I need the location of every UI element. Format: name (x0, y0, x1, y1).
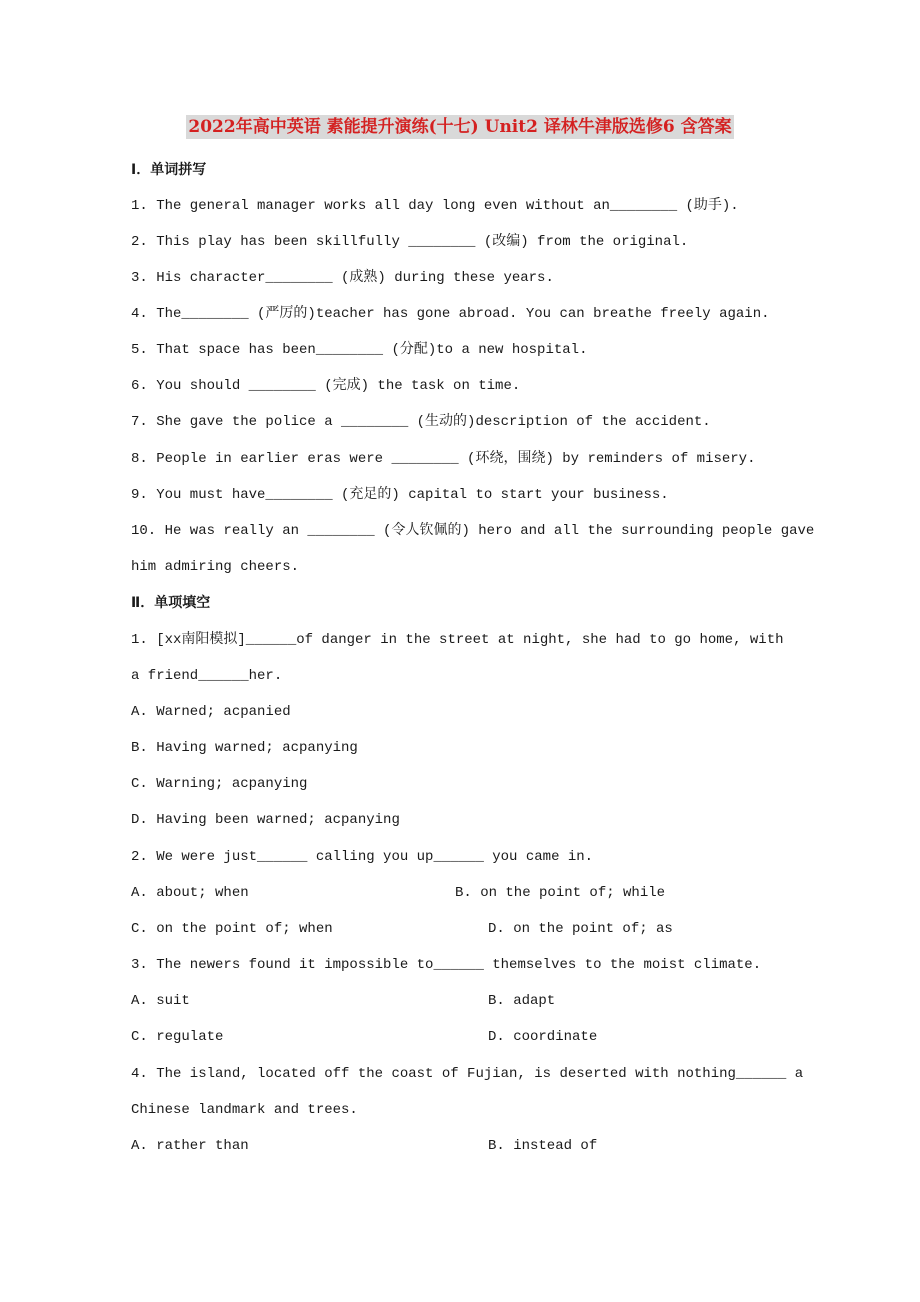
vocab-item-9: 9. You must have________ (充足的) capital to start your business. (131, 487, 669, 503)
q2-option-d: D. on the point of; as (488, 921, 673, 937)
q3-option-a: A. suit (131, 993, 190, 1009)
vocab-item-1: 1. The general manager works all day long even without an________ (助手). (131, 198, 739, 214)
vocab-item-8: 8. People in earlier eras were ________ (环绕，围绕) by reminders of misery. (131, 451, 756, 467)
q2-option-c: C. on the point of; when (131, 921, 333, 937)
question-3: 3. The newers found it impossible to______ themselves to the moist climate. (131, 957, 762, 973)
document-title: 2022年高中英语 素能提升演练(十七) Unit2 译林牛津版选修6 含答案 (188, 117, 732, 137)
vocab-item-3: 3. His character________ (成熟) during these years. (131, 270, 554, 286)
q1-option-d: D. Having been warned; acpanying (131, 812, 400, 828)
q1-option-a: A. Warned; acpanied (131, 704, 291, 720)
question-1: 1. [xx南阳模拟]______of danger in the street at night, she had to go home, with (131, 632, 784, 648)
q4-option-a: A. rather than (131, 1138, 249, 1154)
question-1-cont: a friend______her. (131, 668, 283, 684)
q4-option-b: B. instead of (488, 1138, 598, 1154)
vocab-item-6: 6. You should ________ (完成) the task on time. (131, 378, 521, 394)
q2-option-b: B. on the point of; while (455, 885, 666, 901)
vocab-item-2: 2. This play has been skillfully ________ (改编) from the original. (131, 234, 689, 250)
section2-heading: Ⅱ．单项填空 (131, 595, 211, 611)
q3-option-c: C. regulate (131, 1029, 224, 1045)
question-4-cont: Chinese landmark and trees. (131, 1102, 358, 1118)
question-2: 2. We were just______ calling you up______ you came in. (131, 849, 594, 865)
section1-heading: Ⅰ．单词拼写 (131, 162, 207, 178)
vocab-item-4: 4. The________ (严厉的)teacher has gone abroad. You can breathe freely again. (131, 306, 770, 322)
q2-option-a: A. about; when (131, 885, 249, 901)
q3-option-d: D. coordinate (488, 1029, 598, 1045)
vocab-item-5: 5. That space has been________ (分配)to a new hospital. (131, 342, 588, 358)
question-4: 4. The island, located off the coast of Fujian, is deserted with nothing______ a (131, 1066, 804, 1082)
q1-option-c: C. Warning; acpanying (131, 776, 308, 792)
vocab-item-10-cont: him admiring cheers. (131, 559, 300, 575)
q3-option-b: B. adapt (488, 993, 556, 1009)
vocab-item-7: 7. She gave the police a ________ (生动的)description of the accident. (131, 414, 711, 430)
q1-option-b: B. Having warned; acpanying (131, 740, 358, 756)
vocab-item-10: 10. He was really an ________ (令人钦佩的) hero and all the surrounding people gave (131, 523, 815, 539)
